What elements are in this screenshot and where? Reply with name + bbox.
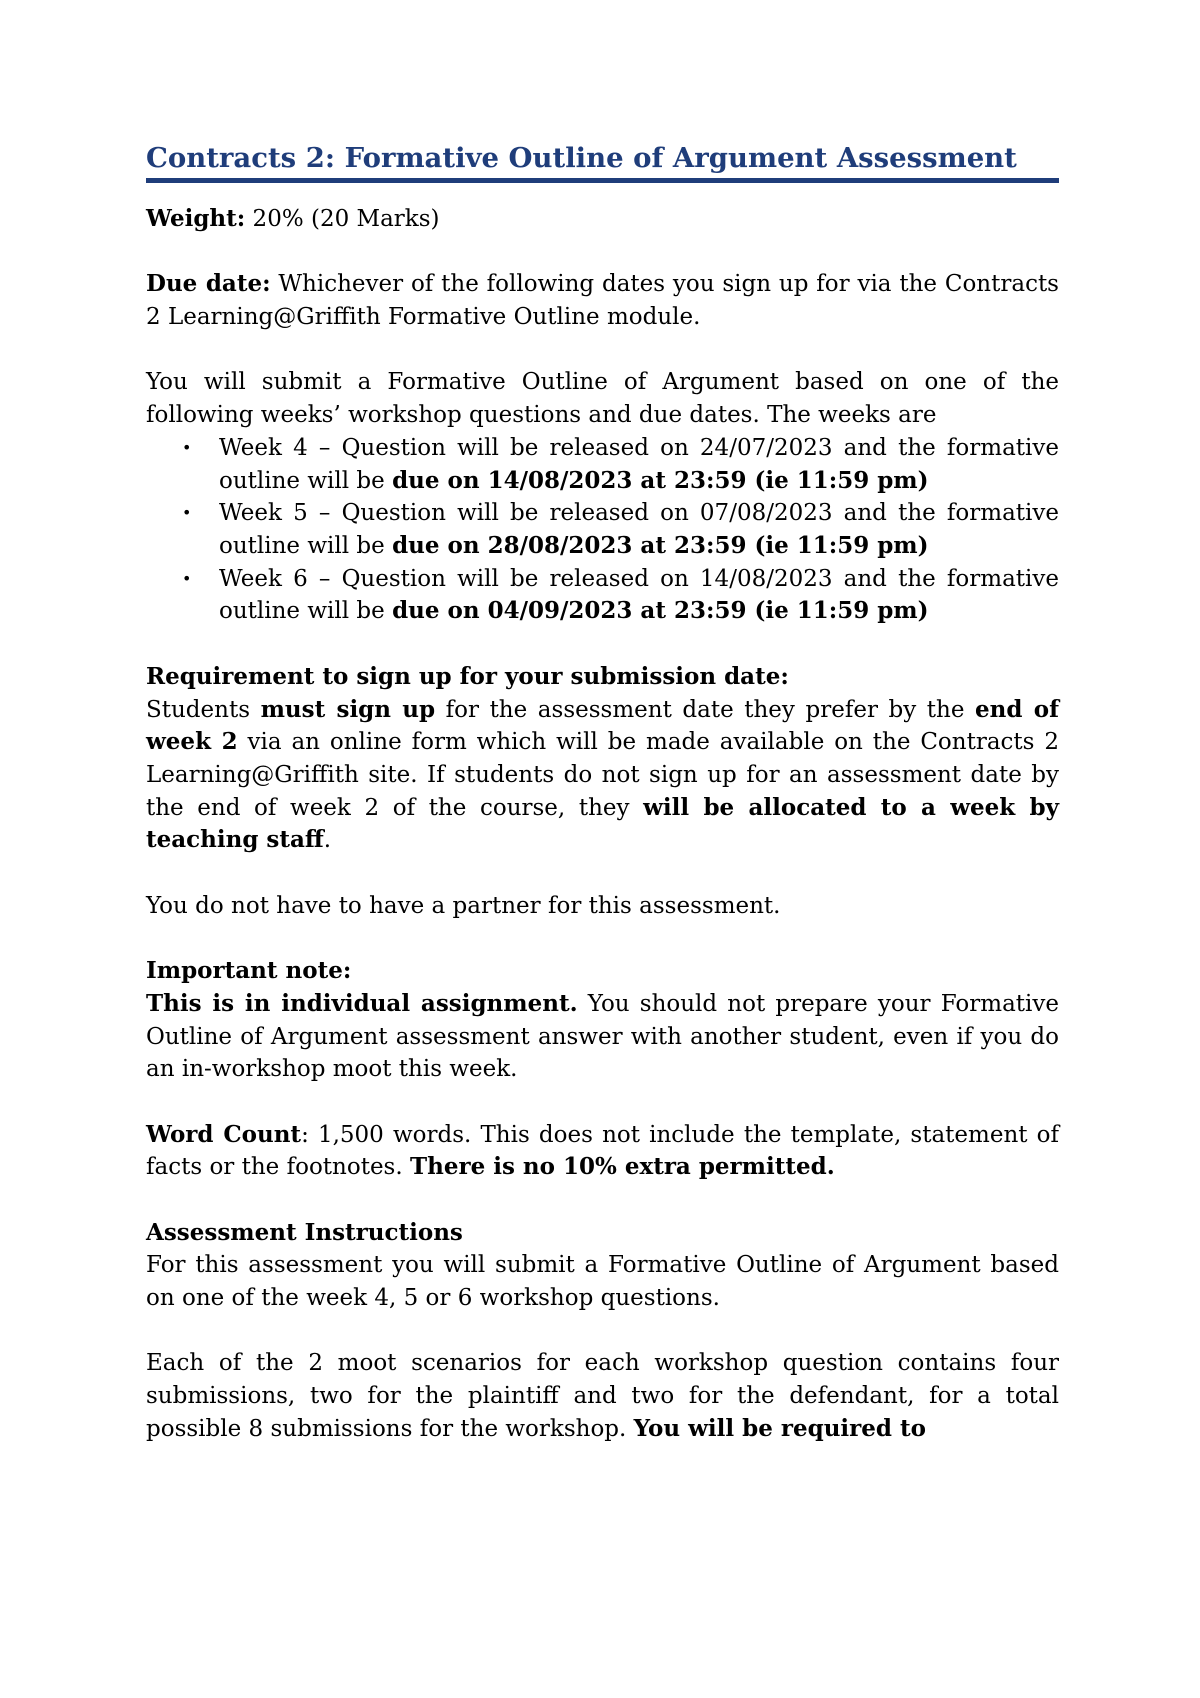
signup-text-2: for the assessment date they prefer by the	[435, 696, 976, 723]
list-item	[146, 563, 1059, 628]
week-due: due on 04/09/2023 at 23:59 (ie 11:59 pm)	[392, 597, 929, 625]
word-count-text: : 1,500 words. This does not include the template, statement of facts or the footnotes.	[146, 1121, 1060, 1181]
due-date-paragraph	[146, 268, 1059, 333]
scenarios-paragraph	[146, 1347, 1059, 1445]
weight-value: 20% (20 Marks)	[245, 206, 440, 232]
signup-bold-3: will be allocated to a week by teaching staff	[146, 793, 1059, 854]
bullet-icon: •	[182, 568, 192, 588]
signup-heading	[146, 661, 1059, 694]
signup-text-1: Students	[146, 696, 261, 723]
bullet-icon: •	[182, 503, 192, 523]
due-date-label: Due date:	[146, 270, 271, 298]
document-title: Contracts 2: Formative Outline of Argument Assessment	[146, 140, 1059, 183]
important-paragraph	[146, 988, 1059, 1086]
important-heading	[146, 955, 1059, 988]
list-item	[146, 497, 1059, 562]
scenarios-bold: You will be required to	[633, 1414, 926, 1442]
important-text: You should not prepare your Formative Outline of Argument assessment answer with another student, even if you do an in-workshop moot this week.	[146, 990, 1059, 1083]
signup-text-3: via an online form which will be made available on the Contracts 2 Learning@Griffith site. If students do not sign up for an assessment date by the end of week 2 of the course, they	[146, 729, 1060, 821]
document-page	[146, 140, 1059, 1446]
word-count-paragraph	[146, 1119, 1059, 1184]
instructions-heading	[146, 1217, 1059, 1250]
important-heading-text: Important note:	[146, 957, 352, 985]
instructions-paragraph: For this assessment you will submit a Formative Outline of Argument based on one of the week 4, 5 or 6 workshop questions.	[146, 1252, 1059, 1312]
submit-intro-paragraph: You will submit a Formative Outline of Argument based on one of the following weeks’ workshop questions and due dates. The weeks are	[146, 369, 1059, 429]
important-bold: This is in individual assignment.	[146, 989, 578, 1017]
list-item	[146, 432, 1059, 497]
week-text: Week 4 – Question will be released on 24/07/2023 and the formative outline will be	[219, 434, 1059, 494]
scenarios-text: Each of the 2 moot scenarios for each workshop question contains four submissions, two for the plaintiff and two for the defendant, for a total possible 8 submissions for the workshop.	[146, 1350, 1059, 1442]
signup-text-4: .	[323, 827, 332, 854]
signup-heading-text: Requirement to sign up for your submission date:	[146, 662, 789, 690]
word-count-label: Word Count	[146, 1120, 302, 1148]
signup-paragraph	[146, 694, 1059, 858]
weeks-list	[146, 432, 1059, 628]
weight-label: Weight:	[146, 205, 246, 232]
instructions-heading-text: Assessment Instructions	[146, 1218, 463, 1246]
week-due: due on 28/08/2023 at 23:59 (ie 11:59 pm)	[392, 532, 929, 559]
word-count-bold: There is no 10% extra permitted.	[409, 1153, 835, 1181]
weight-line	[146, 203, 1059, 236]
due-date-text: Whichever of the following dates you sign up for via the Contracts 2 Learning@Griffith Formative Outline module.	[146, 271, 1059, 331]
week-text: Week 5 – Question will be released on 07/08/2023 and the formative outline will be	[219, 500, 1059, 559]
signup-bold-2: end of week 2	[146, 695, 1059, 756]
bullet-icon: •	[182, 437, 192, 457]
week-text: Week 6 – Question will be released on 14/08/2023 and the formative outline will be	[219, 565, 1059, 625]
partner-note: You do not have to have a partner for this assessment.	[146, 892, 781, 919]
week-due: due on 14/08/2023 at 23:59 (ie 11:59 pm)	[392, 466, 929, 494]
signup-bold-1: must sign up	[260, 695, 436, 723]
